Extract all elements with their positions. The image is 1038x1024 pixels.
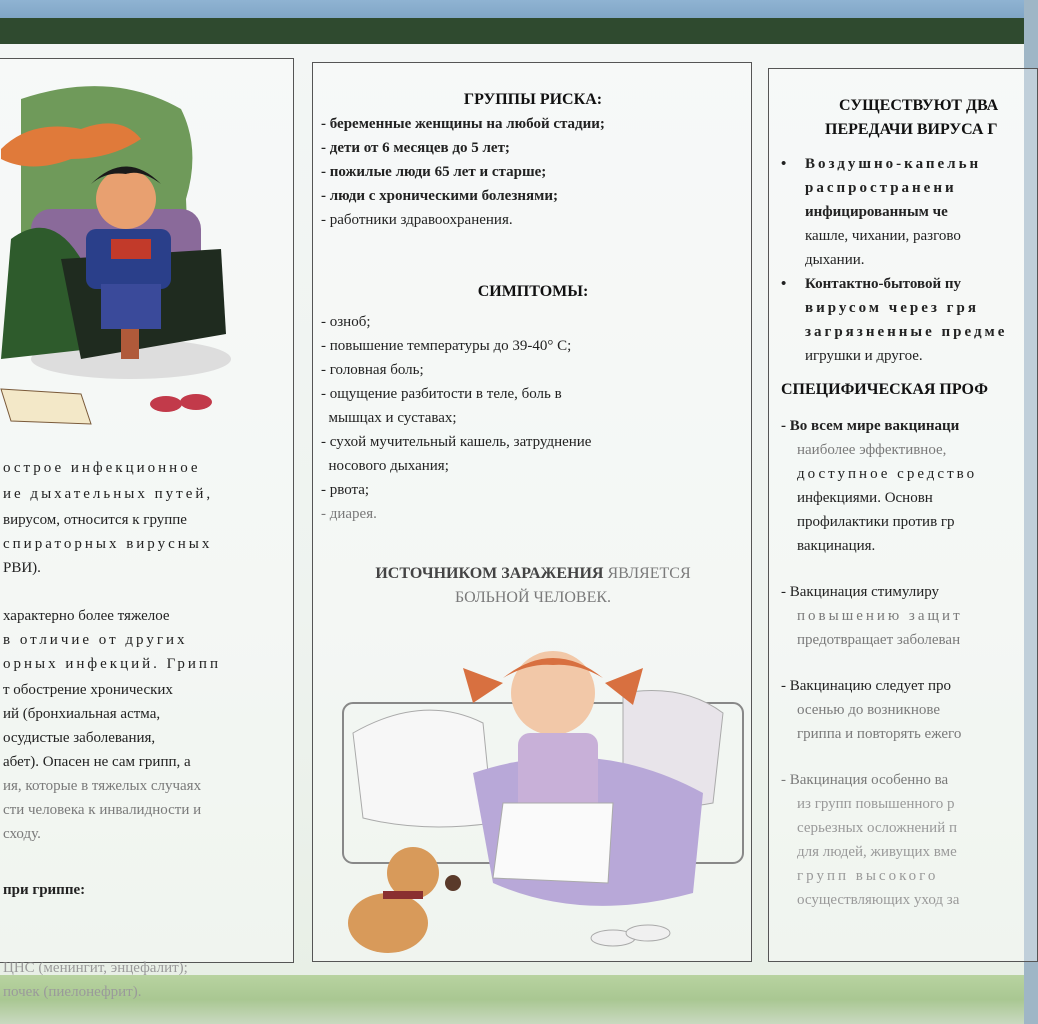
symptom-item: - рвота; <box>321 482 370 498</box>
infection-source-line1 <box>313 563 753 585</box>
risk-groups-title: ГРУППЫ РИСКА: <box>463 91 603 108</box>
prophylaxis-paragraph: доступное средство <box>797 466 978 482</box>
symptom-item: - головная боль; <box>321 362 424 378</box>
symptom-item: носового дыхания; <box>321 458 449 474</box>
prophylaxis-paragraph: для людей, живущих вме <box>797 844 957 860</box>
prophylaxis-paragraph: предотвращает заболеван <box>797 632 961 648</box>
prophylaxis-paragraph: - Во всем мире вакцинаци <box>781 418 960 434</box>
bullet1-line: кашле, чихании, разгово <box>805 228 961 244</box>
infection-source-rest: ЯВЛЯЕТСЯ <box>607 565 691 582</box>
left-text-line: ЦНС (менингит, энцефалит); <box>3 960 188 976</box>
prophylaxis-paragraph: вакцинация. <box>797 538 876 554</box>
prophylaxis-paragraph: групп высокого <box>797 868 939 884</box>
bullet-dot: • <box>781 156 787 172</box>
symptom-item: - сухой мучительный кашель, затруднение <box>321 434 592 450</box>
prophylaxis-paragraph: из групп повышенного р <box>797 796 955 812</box>
bullet2-line: загрязненные предме <box>805 324 1008 340</box>
prophylaxis-paragraph: - Вакцинацию следует про <box>781 678 951 694</box>
prophylaxis-paragraph: профилактики против гр <box>797 514 955 530</box>
risk-item: - люди с хроническими болезнями; <box>321 188 558 204</box>
left-column <box>0 58 294 1000</box>
left-text-line: вирусом, относится к группе <box>3 512 187 528</box>
bullet1-line: распространени <box>805 180 957 196</box>
bullet1-line: дыхании. <box>805 252 865 268</box>
symptom-item: - диарея. <box>321 506 377 522</box>
left-text-line: сти человека к инвалидности и <box>3 802 202 818</box>
prophylaxis-paragraph: - Вакцинация стимулиру <box>781 584 940 600</box>
left-text-line: острое инфекционное <box>3 460 201 476</box>
prophylaxis-paragraph: повышению защит <box>797 608 963 624</box>
risk-item: - пожилые люди 65 лет и старше; <box>321 164 547 180</box>
left-text-line: ия, которые в тяжелых случаях <box>3 778 202 794</box>
transmission-title-line2: ПЕРЕДАЧИ ВИРУСА Г <box>825 121 998 138</box>
bullet2-line: вирусом через гря <box>805 300 979 316</box>
left-text-line: орных инфекций. Грипп <box>3 656 221 672</box>
bullet-dot: • <box>781 276 787 292</box>
prophylaxis-paragraph: инфекциями. Основн <box>797 490 933 506</box>
symptoms-title: СИМПТОМЫ: <box>477 283 589 300</box>
risk-item: - дети от 6 месяцев до 5 лет; <box>321 140 510 156</box>
left-text-line: ие дыхательных путей, <box>3 486 214 502</box>
left-text-line: сходу. <box>3 826 41 842</box>
transmission-title-line1: СУЩЕСТВУЮТ ДВА <box>839 97 999 114</box>
prophylaxis-title: СПЕЦИФИЧЕСКАЯ ПРОФ <box>781 381 988 398</box>
risk-item: - работники здравоохранения. <box>321 212 513 228</box>
infection-source-bold: ИСТОЧНИКОМ ЗАРАЖЕНИЯ <box>375 565 604 582</box>
symptom-item: - повышение температуры до 39-40° С; <box>321 338 572 354</box>
prophylaxis-paragraph: наиболее эффективное, <box>797 442 947 458</box>
risk-item: - беременные женщины на любой стадии; <box>321 116 605 132</box>
bullet1-line: Воздушно-капельн <box>805 156 982 172</box>
footer-band <box>0 975 1024 1024</box>
prophylaxis-paragraph: осуществляющих уход за <box>797 892 960 908</box>
right-column <box>768 68 1038 962</box>
sick-girl-illustration <box>313 633 753 953</box>
prophylaxis-paragraph: гриппа и повторять ежего <box>797 726 962 742</box>
left-text-line: в отличие от других <box>3 632 188 648</box>
prophylaxis-paragraph: осенью до возникнове <box>797 702 941 718</box>
left-text-line: абет). Опасен не сам грипп, а <box>3 754 191 770</box>
left-text-line: осудистые заболевания, <box>3 730 156 746</box>
left-subheading: при гриппе: <box>3 882 86 898</box>
symptom-item: - ощущение разбитости в теле, боль в <box>321 386 562 402</box>
sick-boy-illustration <box>0 59 295 399</box>
symptom-item: мышцах и суставах; <box>321 410 457 426</box>
left-text-line: почек (пиелонефрит). <box>3 984 142 1000</box>
infection-source-line2: БОЛЬНОЙ ЧЕЛОВЕК. <box>454 589 612 606</box>
prophylaxis-paragraph: серьезных осложнений п <box>797 820 958 836</box>
bullet2-line: Контактно-бытовой пу <box>805 276 962 292</box>
prophylaxis-paragraph: - Вакцинация особенно ва <box>781 772 949 788</box>
left-text-line: РВИ). <box>3 560 41 576</box>
bullet2-line: игрушки и другое. <box>805 348 923 364</box>
middle-column <box>312 62 752 962</box>
left-text-line: спираторных вирусных <box>3 536 213 552</box>
left-text-line: т обострение хронических <box>3 682 173 698</box>
left-text-line: ий (бронхиальная астма, <box>3 706 161 722</box>
symptom-item: - озноб; <box>321 314 371 330</box>
left-text-line: характерно более тяжелое <box>3 608 170 624</box>
bullet1-line: инфицированным че <box>805 204 948 220</box>
